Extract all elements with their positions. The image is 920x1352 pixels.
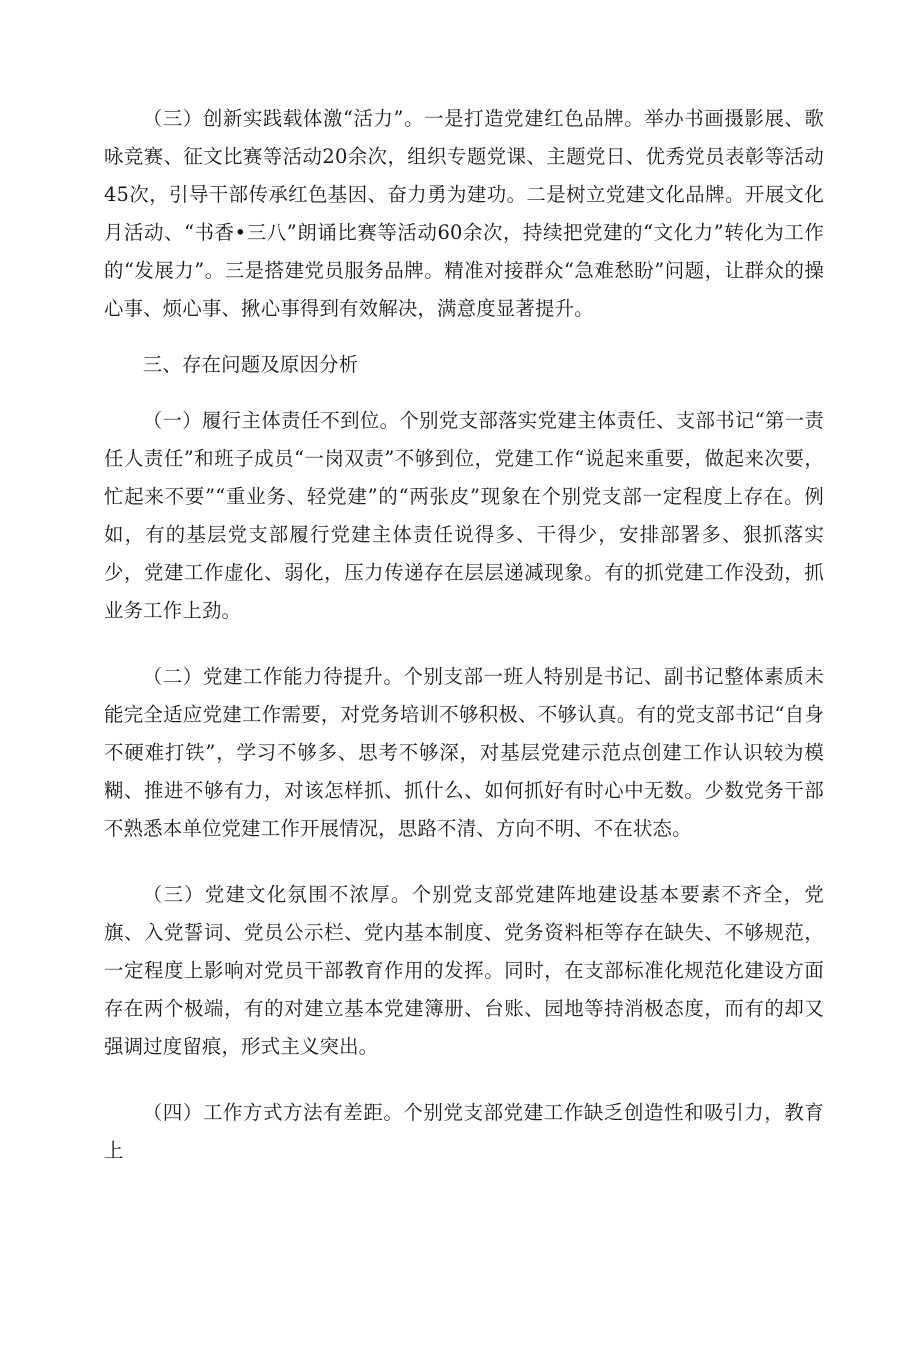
paragraph-capability: （二）党建工作能力待提升。个别支部一班人特别是书记、副书记整体素质未能完全适应党建工作需要，对党务培训不够积极、不够认真。有的党支部书记“自身不硬难打铁”，学习不够多、思考不够深，对基层党建示范点创建工作认识较为模糊、推进不够有力，对该怎样抓、抓什么、如何抓好有时心中无数。少数党务干部不熟悉本单位党建工作开展情况，思路不清、方向不明、不在状态。 xyxy=(104,665,824,840)
section-heading-problems: 三、存在问题及原因分析 xyxy=(142,353,359,376)
paragraph-responsibility: （一）履行主体责任不到位。个别党支部落实党建主体责任、支部书记“第一责任人责任”和班子成员“一岗双责”不够到位，党建工作“说起来重要，做起来次要，忙起来不要”“重业务、轻党建”的“两张皮”现象在个别党支部一定程度上存在。例如，有的基层党支部履行党建主体责任说得多、干得少，安排部署多、狠抓落实少，党建工作虚化、弱化，压力传递存在层层递减现象。有的抓党建工作没劲，抓业务工作上劲。 xyxy=(104,409,824,622)
paragraph-culture: （三）党建文化氛围不浓厚。个别党支部党建阵地建设基本要素不齐全，党旗、入党誓词、党员公示栏、党内基本制度、党务资料柜等存在缺失、不够规范，一定程度上影响对党员干部教育作用的发挥。同时，在支部标准化规范化建设方面存在两个极端，有的对建立基本党建簿册、台账、园地等持消极态度，而有的却又强调过度留痕，形式主义突出。 xyxy=(104,883,824,1058)
paragraph-methods: （四）工作方式方法有差距。个别党支部党建工作缺乏创造性和吸引力，教育上 xyxy=(104,1101,824,1162)
spacer xyxy=(104,328,824,346)
spacer xyxy=(104,630,824,658)
spacer xyxy=(104,1066,824,1094)
document-page xyxy=(104,100,824,1170)
paragraph-innovation-carrier: （三）创新实践载体激“活力”。一是打造党建红色品牌。举办书画摄影展、歌咏竞赛、征文比赛等活动20余次，组织专题党课、主题党日、优秀党员表彰等活动45次，引导干部传承红色基因、奋力勇为建功。二是树立党建文化品牌。开展文化月活动、“书香•三八”朗诵比赛等活动60余次，持续把党建的“文化力”转化为工作的“发展力”。三是搭建党员服务品牌。精准对接群众“急难愁盼”问题，让群众的操心事、烦心事、揪心事得到有效解决，满意度显著提升。 xyxy=(104,107,824,320)
spacer xyxy=(104,848,824,876)
spacer xyxy=(104,384,824,402)
